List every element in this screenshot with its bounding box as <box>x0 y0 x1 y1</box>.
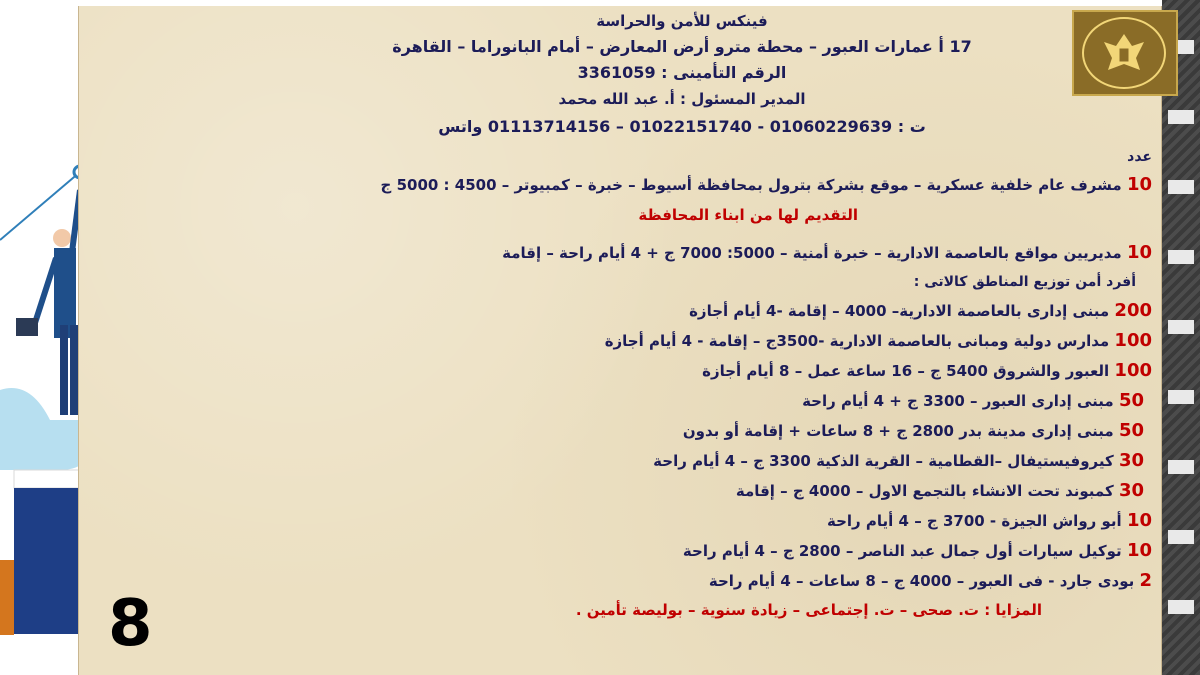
strip-slot <box>1168 320 1194 334</box>
job-description: توكيل سيارات أول جمال عبد الناصر – 2800 ج – 4 أيام راحة <box>682 542 1122 560</box>
responsible-manager: المدير المسئول : أ. عبد الله محمد <box>558 90 806 108</box>
job-count: 100 <box>1114 360 1152 381</box>
benefits-text: المزايا : ت. صحى – ت. إجتماعى – زيادة سنوية – بوليصة تأمين . <box>575 601 1042 619</box>
distribution-heading <box>212 268 1152 296</box>
benefits-line <box>212 596 1152 624</box>
job-row <box>212 386 1152 416</box>
phone-numbers: ت : 01060229639 - 01022151740 – 01113714156 واتس <box>438 117 926 136</box>
insurance-number: الرقم التأمينى : 3361059 <box>577 63 787 82</box>
strip-slot <box>1168 180 1194 194</box>
job-row <box>212 356 1152 386</box>
job-row <box>212 238 1152 268</box>
right-decorative-strip <box>1162 0 1200 675</box>
strip-slot <box>1168 600 1194 614</box>
job-description: بودى جارد - فى العبور – 4000 ج – 8 ساعات – 4 أيام راحة <box>708 572 1135 590</box>
application-note <box>212 200 1152 230</box>
job-count: 50 <box>1118 390 1144 411</box>
job-description: مبنى إدارى العبور – 3300 ج + 4 أيام راحة <box>802 392 1114 410</box>
strip-slot <box>1168 250 1194 264</box>
job-description: مدارس دولية ومبانى بالعاصمة الادارية -3500ج – إقامة - 4 أيام أجازة <box>604 332 1110 350</box>
company-address: 17 أ عمارات العبور – محطة مترو أرض المعارض – أمام البانوراما – القاهرة <box>392 37 972 56</box>
distribution-heading-text: أفرد أمن توزيع المناطق كالاتى : <box>913 274 1136 290</box>
job-description: مديريين مواقع بالعاصمة الادارية – خبرة أمنية – 5000: 7000 ج + 4 أيام راحة – إقامة <box>502 244 1122 262</box>
job-description: مبنى إدارى بالعاصمة الادارية– 4000 – إقامة -4 أيام أجازة <box>689 302 1110 320</box>
job-count: 10 <box>1126 510 1152 531</box>
job-description: كمبوند تحت الانشاء بالتجمع الاول – 4000 ج – إقامة <box>735 482 1114 500</box>
job-count: 50 <box>1118 420 1144 441</box>
job-description: مبنى إدارى مدينة بدر 2800 ج + 8 ساعات + إقامة أو بدون <box>682 422 1114 440</box>
job-row <box>212 536 1152 566</box>
job-count: 10 <box>1126 242 1152 263</box>
strip-slot <box>1168 390 1194 404</box>
job-count: 2 <box>1139 570 1152 591</box>
job-count: 200 <box>1114 300 1152 321</box>
left-panel <box>0 0 78 675</box>
job-count: 100 <box>1114 330 1152 351</box>
job-row <box>212 170 1152 200</box>
job-count: 30 <box>1118 480 1144 501</box>
job-row <box>212 326 1152 356</box>
job-description: كيروفيستيفال –القطامية – القرية الذكية 3300 ج – 4 أيام راحة <box>653 452 1114 470</box>
page-number: 8 <box>108 587 153 661</box>
job-description: مشرف عام خلفية عسكرية – موقع بشركة بترول بمحافظة أسيوط – خبرة – كمبيوتر – 4500 : 5000 ج <box>380 176 1122 194</box>
job-announcement <box>212 8 1152 624</box>
job-description: أبو رواش الجيزة - 3700 ج – 4 أيام راحة <box>827 512 1122 530</box>
company-name: فينكس للأمن والحراسة <box>596 12 768 30</box>
job-row <box>212 476 1152 506</box>
strip-slot <box>1168 530 1194 544</box>
job-row <box>212 506 1152 536</box>
job-count: 30 <box>1118 450 1144 471</box>
job-row <box>212 416 1152 446</box>
job-description: العبور والشروق 5400 ج – 16 ساعة عمل – 8 أيام أجازة <box>702 362 1110 380</box>
strip-slot <box>1168 460 1194 474</box>
strip-slot <box>1168 110 1194 124</box>
job-count: 10 <box>1126 174 1152 195</box>
job-count: 10 <box>1126 540 1152 561</box>
count-label: عدد <box>1127 149 1152 165</box>
job-row <box>212 296 1152 326</box>
note-text: التقديم لها من ابناء المحافظة <box>638 206 858 224</box>
job-row <box>212 566 1152 596</box>
job-row <box>212 446 1152 476</box>
